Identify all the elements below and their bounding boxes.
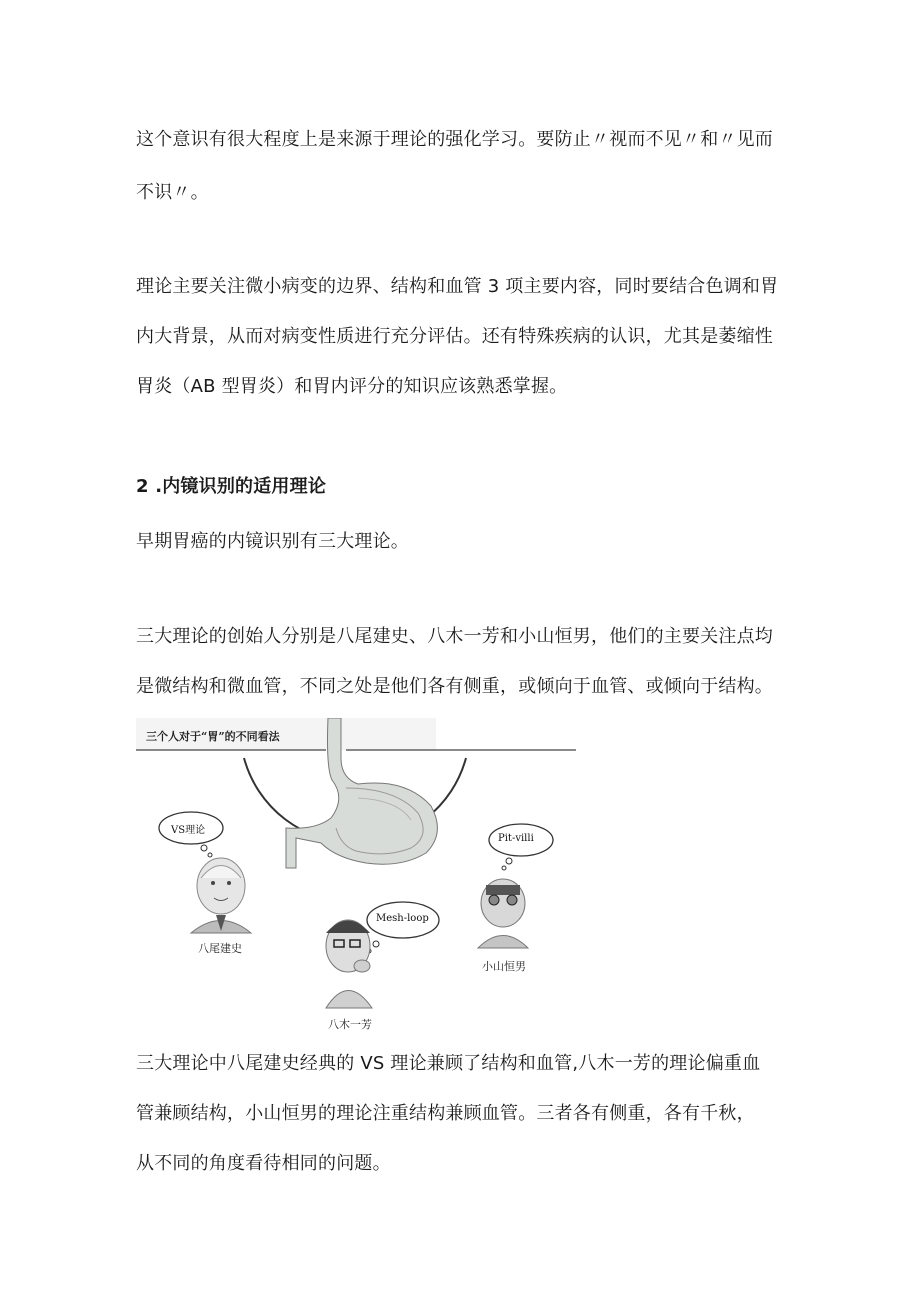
yao-kenshi-avatar bbox=[191, 858, 251, 933]
paragraph-2-line-2: 内大背景，从而对病变性质进行充分评估。还有特殊疾病的认识，尤其是萎缩性 bbox=[136, 326, 773, 347]
oyama-tsuneo-avatar bbox=[478, 879, 528, 948]
pit-villi-label: Pit-villi bbox=[498, 833, 534, 844]
yao-kenshi-caption: 八尾建史 bbox=[198, 942, 242, 955]
paragraph-2-line-1: 理论主要关注微小病变的边界、结构和血管 3 项主要内容，同时要结合色调和胃 bbox=[136, 276, 779, 297]
oyama-tsuneo-caption: 小山恒男 bbox=[482, 960, 526, 973]
yagi-kazuyoshi-avatar bbox=[326, 920, 372, 1008]
paragraph-5-line-1: 三大理论中八尾建史经典的 VS 理论兼顾了结构和血管,八木一芳的理论偏重血 bbox=[136, 1053, 761, 1074]
paragraph-1-line-1: 这个意识有很大程度上是来源于理论的强化学习。要防止〃视而不见〃和〃见而 bbox=[136, 129, 773, 150]
paragraph-5-line-2: 管兼顾结构，小山恒男的理论注重结构兼顾血管。三者各有侧重，各有千秋， bbox=[136, 1103, 755, 1124]
paragraph-1-line-2: 不识〃。 bbox=[136, 182, 209, 203]
three-theories-figure bbox=[136, 718, 576, 1038]
yagi-kazuyoshi-caption: 八木一芳 bbox=[328, 1018, 372, 1031]
vs-theory-label: VS理论 bbox=[171, 825, 206, 836]
thought-bubble-mesh-loop bbox=[367, 902, 439, 953]
mesh-loop-label: Mesh-loop bbox=[376, 913, 429, 924]
thought-bubble-pit-villi bbox=[489, 824, 553, 870]
paragraph-4-line-1: 三大理论的创始人分别是八尾建史、八木一芳和小山恒男，他们的主要关注点均 bbox=[136, 626, 773, 647]
figure-illustration bbox=[136, 718, 576, 1038]
figure-title: 三个人对于“胃”的不同看法 bbox=[146, 730, 280, 743]
paragraph-4-line-2: 是微结构和微血管，不同之处是他们各有侧重，或倾向于血管、或倾向于结构。 bbox=[136, 676, 773, 697]
paragraph-5-line-3: 从不同的角度看待相同的问题。 bbox=[136, 1153, 391, 1174]
section-heading: 2 .内镜识别的适用理论 bbox=[136, 476, 327, 497]
paragraph-3: 早期胃癌的内镜识别有三大理论。 bbox=[136, 531, 409, 552]
paragraph-2-line-3: 胃炎（AB 型胃炎）和胃内评分的知识应该熟悉掌握。 bbox=[136, 376, 568, 397]
